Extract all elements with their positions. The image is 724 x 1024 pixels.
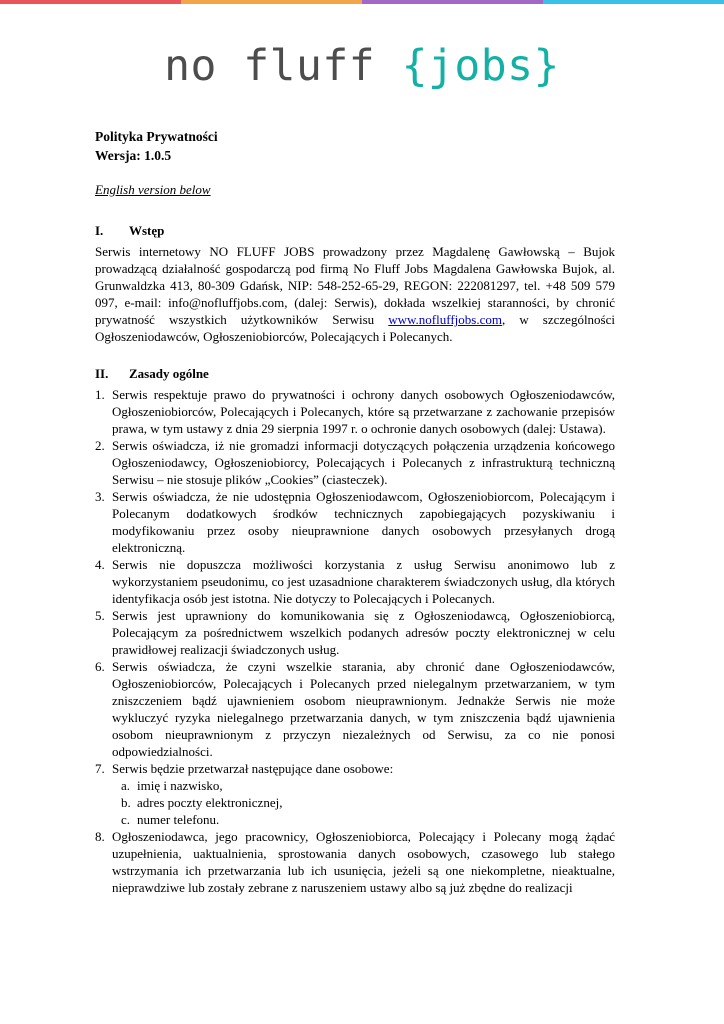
item-text: Serwis jest uprawniony do komunikowania się z Ogłoszeniodawcą, Ogłoszeniobiorcą, Polecającym za pośrednictwem wszelkich podanych adresów poczty elektronicznej w celu prawidłowej realizacji świadczonych usług. — [112, 608, 615, 657]
intro-text: Serwis internetowy NO FLUFF JOBS prowadzony przez Magdalenę Gawłowską – Bujok prowadzącą działalność gospodarczą pod firmą No Fluff Jobs Magdalena Gawłowska Bujok, al. Grunwaldzka 413, 80-309 Gdańsk, NIP: 548-252-65-29, REGON: 222081297, tel. +48 509 579 097, e-mail: info@nofluffjobs.com, (dalej: Serwis), dokłada wszelkiej staranności, by chronić prywatność wszystkich użytkowników Serwisu — [95, 244, 615, 327]
item-text: Serwis nie dopuszcza możliwości korzystania z usług Serwisu anonimowo lub z wykorzystaniem pseudonimu, co jest uzasadnione charakterem świadczonych usług, dla których identyfikacja osób jest istotna. Nie dotyczy to Polecających i Polecanych. — [112, 557, 615, 606]
list-item — [95, 386, 615, 437]
color-bar-segment-red — [0, 0, 181, 4]
subitem-letter: b. — [121, 795, 131, 810]
subitem-text: numer telefonu. — [137, 812, 220, 827]
item-text: Ogłoszeniodawca, jego pracownicy, Ogłoszeniobiorca, Polecający i Polecany mogą żądać uzupełnienia, uaktualnienia, sprostowania danych osobowych, czasowego lub stałego wstrzymania ich przetwarzania lub ich usunięcia, jeżeli są one niekompletne, nieaktualne, nieprawdziwe lub zostały zebrane z naruszeniem ustawy albo są już zbędne do realizacji — [112, 829, 615, 895]
list-item — [95, 760, 615, 828]
document-title: Polityka Prywatności — [95, 129, 218, 144]
english-version-link[interactable]: English version below — [95, 182, 211, 197]
top-color-bar — [0, 0, 724, 4]
subitem-text: imię i nazwisko, — [137, 778, 223, 793]
subitem-letter: c. — [121, 812, 131, 827]
item-number: 2. — [95, 438, 105, 453]
list-item — [95, 607, 615, 658]
color-bar-segment-blue — [543, 0, 724, 4]
sublist-item — [112, 794, 615, 811]
item-number: 3. — [95, 489, 105, 504]
rules-list — [95, 386, 615, 896]
section-heading-intro — [95, 222, 615, 239]
sublist-item — [112, 777, 615, 794]
item-text: Serwis oświadcza, że czyni wszelkie starania, aby chronić dane Ogłoszeniodawców, Ogłoszeniobiorców, Polecających i Polecanych przed nielegalnym przetwarzaniem, w tym zniszczeniem bądź ujawnieniem osobom nieuprawnionym. Jednakże Serwis nie może wykluczyć ryzyka nielegalnego przetwarzania danych, w tym zniszczenia bądź ujawnienia osobom nieuprawnionym z przyczyn niezależnych od Serwisu, za co nie ponosi odpowiedzialności. — [112, 659, 615, 759]
list-item — [95, 556, 615, 607]
list-item — [95, 828, 615, 896]
item-number: 7. — [95, 761, 105, 776]
website-link[interactable]: www.nofluffjobs.com — [388, 312, 502, 327]
logo-text: no fluff — [164, 41, 376, 91]
item-number: 4. — [95, 557, 105, 572]
document-body — [95, 127, 615, 896]
item-number: 5. — [95, 608, 105, 623]
section-number: II. — [95, 366, 109, 381]
section-number: I. — [95, 223, 104, 238]
item-text: Serwis oświadcza, iż nie gromadzi informacji dotyczących połączenia urządzenia końcowego Ogłoszeniodawcy, Ogłoszeniobiorcy, Polecających i Polecanych z infrastrukturą techniczną Serwisu – nie stosuje plików „Cookies” (ciasteczek). — [112, 438, 615, 487]
item-number: 8. — [95, 829, 105, 844]
list-item — [95, 437, 615, 488]
list-item — [95, 658, 615, 760]
color-bar-segment-orange — [181, 0, 362, 4]
item-text: Serwis respektuje prawo do prywatności i ochrony danych osobowych Ogłoszeniodawców, Ogłoszeniobiorców, Polecających i Polecanych, które są przetwarzane z zachowanie przepisów prawa, w tym ustawy z dnia 29 sierpnia 1997 r. o ochronie danych osobowych (dalej: Ustawa). — [112, 387, 615, 436]
color-bar-segment-purple — [362, 0, 543, 4]
sublist-item — [112, 811, 615, 828]
document-version: Wersja: 1.0.5 — [95, 148, 172, 163]
list-item — [95, 488, 615, 556]
intro-text-end: , w szczególności Ogłoszeniodawców, Ogłoszeniobiorców, Polecających i Polecanych. — [95, 312, 615, 344]
item-text: Serwis oświadcza, że nie udostępnia Ogłoszeniodawcom, Ogłoszeniobiorcom, Polecającym i Polecanym dodatkowych środków technicznych zapobiegających pozyskiwaniu i modyfikowaniu przez osoby nieuprawnione danych osobowych przesyłanych drogą elektroniczną. — [112, 489, 615, 555]
section-heading-general-rules — [95, 365, 615, 382]
item-text: Serwis będzie przetwarzał następujące dane osobowe: — [112, 761, 394, 776]
section-title: Zasady ogólne — [129, 366, 209, 381]
subitem-text: adres poczty elektronicznej, — [137, 795, 283, 810]
logo-brace-close: } — [533, 41, 560, 91]
brand-logo — [0, 36, 724, 96]
logo-brace-open: { — [401, 41, 428, 91]
item-number: 1. — [95, 387, 105, 402]
personal-data-sublist — [112, 777, 615, 828]
subitem-letter: a. — [121, 778, 131, 793]
item-number: 6. — [95, 659, 105, 674]
section-title: Wstęp — [129, 223, 165, 238]
logo-word: jobs — [427, 41, 534, 91]
intro-paragraph — [95, 243, 615, 345]
